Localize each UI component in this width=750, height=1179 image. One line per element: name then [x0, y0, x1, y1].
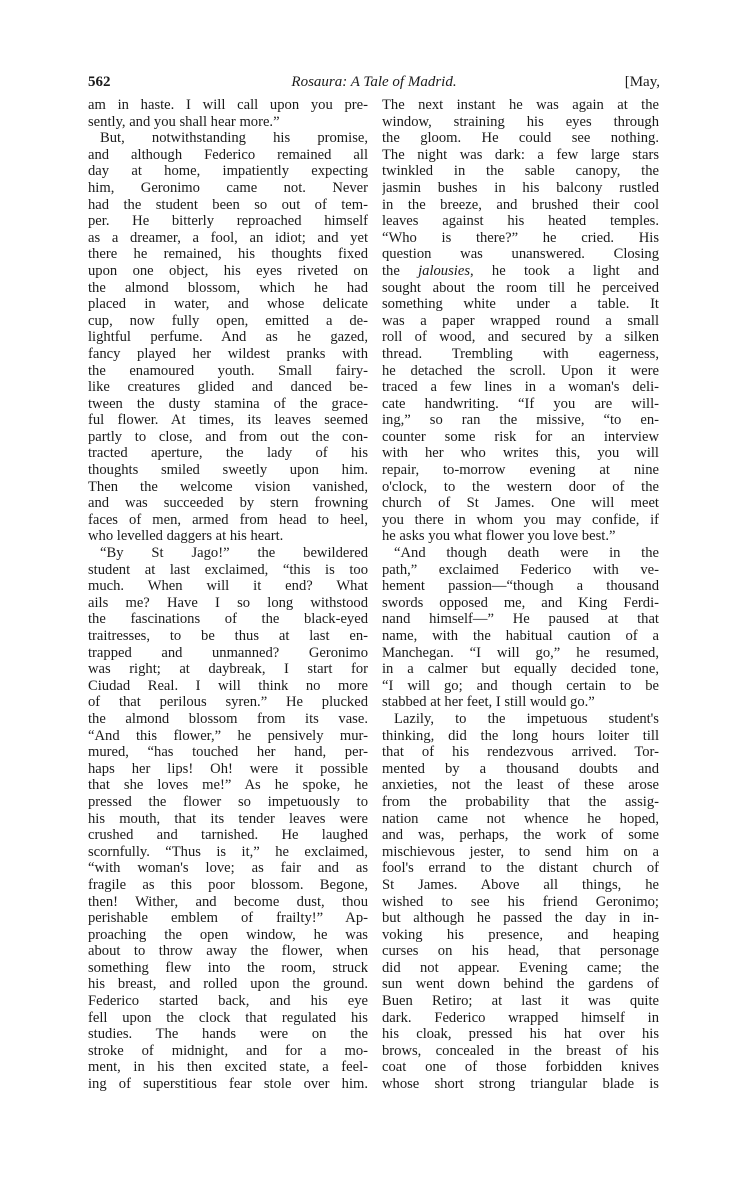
text-line: fragile as this poor blossom. Begone,	[88, 876, 368, 893]
text-line: much. When will it end? What	[88, 578, 368, 595]
text-line: and was succeeded by stern frowning	[88, 495, 368, 512]
text-line: Then the welcome vision vanished,	[88, 478, 368, 495]
text-line: tween the dusty stamina of the grace-	[88, 395, 368, 412]
text-line: “By St Jago!” the bewildered	[100, 545, 368, 562]
text-line: question was unanswered. Closing	[382, 246, 659, 263]
text-line: “Who is there?” he cried. His	[382, 229, 659, 246]
text-line: Lazily, to the impetuous student's	[394, 710, 659, 727]
text-line: and although Federico remained all	[88, 146, 368, 163]
page-number: 562	[88, 74, 111, 90]
text-line: in the breeze, and brushed their cool	[382, 196, 659, 213]
text-line: crushed and tarnished. He laughed	[88, 827, 368, 844]
text-line: voking his presence, and heaping	[382, 926, 659, 943]
text-line: but although he passed the day in in-	[382, 910, 659, 927]
text-line: am in haste. I will call upon you pre-	[88, 97, 368, 113]
text-line: dark. Federico wrapped himself in	[382, 1009, 659, 1026]
text-line: the almond blossom from its vase.	[88, 710, 368, 727]
text-line: stabbed at her feet, I still would go.”	[382, 694, 595, 711]
text-line: placed in water, and whose delicate	[88, 296, 368, 313]
text-line: brows, concealed in the breast of his	[382, 1042, 659, 1059]
text-line: traced a few lines in a woman's deli-	[382, 379, 659, 396]
text-line: day at home, impatiently expecting	[88, 163, 368, 180]
text-line: fool's errand to the distant church of	[382, 860, 659, 877]
text-line: who levelled daggers at his heart.	[88, 528, 284, 545]
text-line: o'clock, to the western door of the	[382, 478, 659, 495]
text-line: that of his rendezvous arrived. Tor-	[382, 744, 659, 761]
text-line: trapped and unmanned? Geronimo	[88, 644, 368, 661]
text-line: had the student been so out of tem-	[88, 196, 368, 213]
text-line: nand himself—” He paused at that	[382, 611, 659, 628]
text-line: Buen Retiro; at last it was quite	[382, 993, 659, 1010]
text-line: in a calmer but equally decided tone,	[382, 661, 659, 678]
text-line: Manchegan. “I will go,” he resumed,	[382, 644, 659, 661]
text-line: nation came not whence he hoped,	[382, 810, 659, 827]
text-line: and was, perhaps, the work of some	[382, 827, 659, 844]
text-line: lightful perfume. And as he gazed,	[88, 329, 368, 346]
text-line: was right; at daybreak, I start for	[88, 661, 368, 678]
text-line: stroke of midnight, and for a mo-	[88, 1042, 368, 1059]
text-line: as a dreamer, a fool, an idiot; and yet	[88, 229, 368, 246]
text-line: something white under a table. It	[382, 296, 659, 313]
text-line: church of St James. One will meet	[382, 495, 659, 512]
text-line: of that perilous syren.” He plucked	[88, 694, 368, 711]
text-line: you there in whom you may confide, if	[382, 511, 659, 528]
text-line: the gloom. He could see nothing.	[382, 130, 659, 147]
text-line: haps her lips! Oh! were it possible	[88, 760, 368, 777]
text-line: perishable emblem of frailty!” Ap-	[88, 910, 368, 927]
text-line: roll of wood, and secured by a silken	[382, 329, 659, 346]
text-line: partly to close, and from out the con-	[88, 428, 368, 445]
text-line: sently, and you shall hear more.”	[88, 113, 280, 130]
text-line: about to throw away the flower, when	[88, 943, 368, 960]
text-line: that she loves me!” As he spoke, he	[88, 777, 368, 794]
text-line: did not appear. Evening came; the	[382, 959, 659, 976]
text-line: student at last exclaimed, “this is too	[88, 561, 368, 578]
text-line: ful flower. At times, its leaves seemed	[88, 412, 368, 429]
text-line: The next instant he was again at the	[382, 97, 659, 113]
text-line: scornfully. “Thus is it,” he exclaimed,	[88, 843, 368, 860]
text-line: traitresses, to be thus at last en-	[88, 628, 368, 644]
text-line: path,” exclaimed Federico with ve-	[382, 561, 659, 578]
text-line: the enamoured youth. Small fairy-	[88, 362, 368, 379]
text-line: proaching the open window, he was	[88, 926, 368, 943]
text-line: twinkled in the sable canopy, the	[382, 163, 659, 180]
text-line: mischievous jester, to send him on a	[382, 843, 659, 860]
text-line: thoughts smiled sweetly upon him.	[88, 462, 368, 479]
text-line: with her who writes this, you will	[382, 445, 659, 462]
text-line: cate handwriting. “If you are will-	[382, 395, 659, 412]
running-header	[88, 74, 660, 94]
text-line: thread. Trembling with eagerness,	[382, 345, 659, 362]
issue-month: [May,	[624, 74, 660, 90]
text-line: mured, “has touched her hand, per-	[88, 744, 368, 761]
text-line: jasmin bushes in his balcony rustled	[382, 179, 659, 196]
text-line: coat one of those forbidden knives	[382, 1059, 659, 1076]
text-line: his breast, and rolled upon the ground.	[88, 976, 368, 993]
text-line: ails me? Have I so long withstood	[88, 594, 368, 611]
text-line: something flew into the room, struck	[88, 959, 368, 976]
text-line: counter some risk for an interview	[382, 428, 659, 445]
text-line: leaves against his heated temples.	[382, 213, 659, 230]
text-line: “I will go; and though certain to be	[382, 677, 659, 694]
text-line: window, straining his eyes through	[382, 113, 659, 130]
text-column-left	[88, 97, 368, 1093]
text-line: anxieties, not the least of these arose	[382, 777, 659, 794]
text-line: pressed the flower so impetuously to	[88, 793, 368, 810]
text-line: wished to see his friend Geronimo;	[382, 893, 659, 910]
text-line: fell upon the clock that regulated his	[88, 1009, 368, 1026]
text-line: Ciudad Real. I will think no more	[88, 677, 368, 694]
text-line: The night was dark: a few large stars	[382, 146, 659, 163]
text-line: sought about the room till he perceived	[382, 279, 659, 296]
text-line: name, with the habitual caution of a	[382, 628, 659, 644]
text-line: ing,” so ran the missive, “to en-	[382, 412, 659, 429]
text-line: “with woman's love; as fair and as	[88, 860, 368, 877]
running-title: Rosaura: A Tale of Madrid.	[291, 74, 457, 90]
text-line: But, notwithstanding his promise,	[100, 130, 368, 147]
text-line: him, Geronimo came not. Never	[88, 179, 368, 196]
italic-word: jalousies	[418, 262, 470, 279]
text-line: tracted aperture, the lady of his	[88, 445, 368, 462]
text-line: per. He bitterly reproached himself	[88, 213, 368, 230]
text-line: sun went down behind the gardens of	[382, 976, 659, 993]
text-line: ing of superstitious fear stole over him.	[88, 1076, 368, 1093]
text-line: fancy played her wildest pranks with	[88, 345, 368, 362]
text-line: the almond blossom, which he had	[88, 279, 368, 296]
text-line: then! Wither, and become dust, thou	[88, 893, 368, 910]
text-line: Federico started back, and his eye	[88, 993, 368, 1010]
text-line: “And though death were in the	[394, 545, 659, 562]
text-line: he asks you what flower you love best.”	[382, 528, 616, 545]
text-line: “And this flower,” he pensively mur-	[88, 727, 368, 744]
text-line: whose short strong triangular blade is	[382, 1076, 659, 1093]
text-line: his cloak, pressed his hat over his	[382, 1026, 659, 1043]
text-line: the jalousies, he took a light and	[382, 262, 659, 279]
text-line: faces of men, armed from head to heel,	[88, 511, 368, 528]
text-line: curses on his head, that personage	[382, 943, 659, 960]
text-line: studies. The hands were on the	[88, 1026, 368, 1043]
text-line: his mouth, that its tender leaves were	[88, 810, 368, 827]
text-line: upon one object, his eyes riveted on	[88, 262, 368, 279]
text-line: was a paper wrapped round a small	[382, 312, 659, 329]
text-column-right	[382, 97, 659, 1093]
text-line: he detached the scroll. Upon it were	[382, 362, 659, 379]
text-line: from the probability that the assig-	[382, 793, 659, 810]
text-line: cup, now fully open, emitted a de-	[88, 312, 368, 329]
text-line: the fascinations of the black-eyed	[88, 611, 368, 628]
text-line: swords opposed me, and King Ferdi-	[382, 594, 659, 611]
text-line: mented by a thousand doubts and	[382, 760, 659, 777]
text-line: repair, to-morrow evening at nine	[382, 462, 659, 479]
text-line: ment, in his then excited state, a feel-	[88, 1059, 368, 1076]
text-line: hement passion—“though a thousand	[382, 578, 659, 595]
text-line: St James. Above all things, he	[382, 876, 659, 893]
text-line: thinking, did the long hours loiter till	[382, 727, 659, 744]
text-line: there he remained, his thoughts fixed	[88, 246, 368, 263]
text-line: like creatures glided and danced be-	[88, 379, 368, 396]
